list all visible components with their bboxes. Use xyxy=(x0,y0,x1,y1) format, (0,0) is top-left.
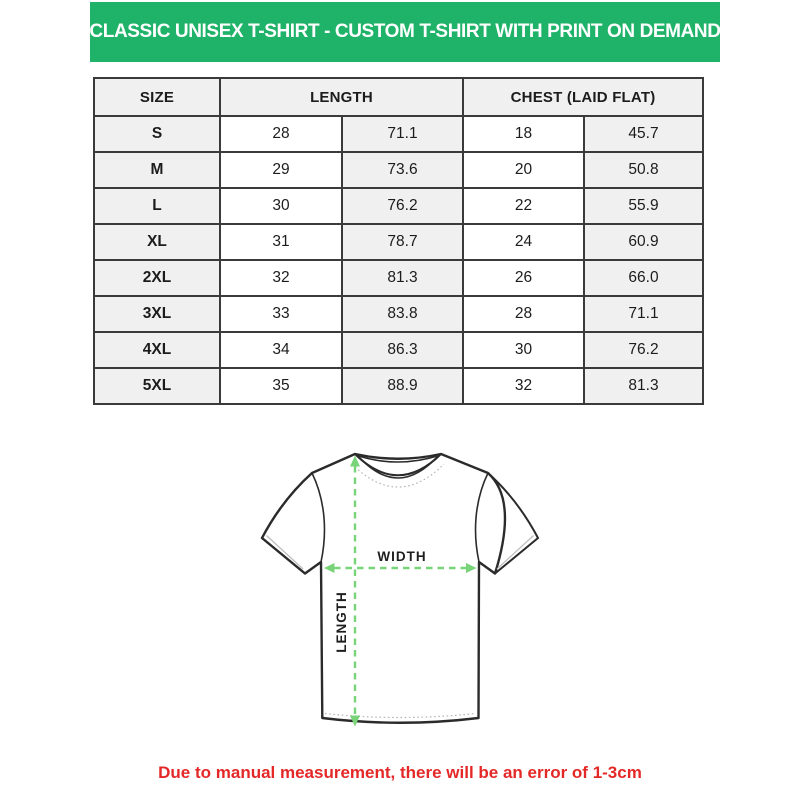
chest-inches-cell: 32 xyxy=(463,368,584,404)
length-cm-cell: 86.3 xyxy=(342,332,463,368)
chest-cm-cell: 76.2 xyxy=(584,332,703,368)
tshirt-diagram xyxy=(230,430,570,760)
chest-inches-cell: 28 xyxy=(463,296,584,332)
chest-cm-cell: 55.9 xyxy=(584,188,703,224)
title-banner xyxy=(90,2,720,62)
size-cell: 5XL xyxy=(94,368,220,404)
chest-inches-cell: 18 xyxy=(463,116,584,152)
table-header-row xyxy=(94,78,703,116)
table-row xyxy=(94,260,703,296)
size-cell: 4XL xyxy=(94,332,220,368)
table-row xyxy=(94,152,703,188)
tshirt-illustration xyxy=(230,430,570,760)
length-cm-cell: 78.7 xyxy=(342,224,463,260)
length-inches-cell: 28 xyxy=(220,116,342,152)
table-row xyxy=(94,296,703,332)
chest-cm-cell: 50.8 xyxy=(584,152,703,188)
size-cell: M xyxy=(94,152,220,188)
length-inches-cell: 33 xyxy=(220,296,342,332)
length-inches-cell: 32 xyxy=(220,260,342,296)
table-row xyxy=(94,116,703,152)
length-inches-cell: 29 xyxy=(220,152,342,188)
length-inches-cell: 30 xyxy=(220,188,342,224)
width-label: WIDTH xyxy=(377,549,427,564)
table-row xyxy=(94,332,703,368)
length-cm-cell: 88.9 xyxy=(342,368,463,404)
size-column-header: SIZE xyxy=(94,78,220,116)
size-table xyxy=(93,77,704,405)
chest-cm-cell: 66.0 xyxy=(584,260,703,296)
table-row xyxy=(94,188,703,224)
length-column-header: LENGTH xyxy=(220,78,463,116)
size-cell: XL xyxy=(94,224,220,260)
chest-inches-cell: 26 xyxy=(463,260,584,296)
chest-cm-cell: 60.9 xyxy=(584,224,703,260)
length-inches-cell: 35 xyxy=(220,368,342,404)
length-inches-cell: 31 xyxy=(220,224,342,260)
length-cm-cell: 71.1 xyxy=(342,116,463,152)
chest-column-header: CHEST (LAID FLAT) xyxy=(463,78,703,116)
size-cell: L xyxy=(94,188,220,224)
table-row xyxy=(94,368,703,404)
length-inches-cell: 34 xyxy=(220,332,342,368)
page-title: CLASSIC UNISEX T-SHIRT - CUSTOM T-SHIRT WITH PRINT ON DEMAND xyxy=(89,21,721,42)
measurement-disclaimer: Due to manual measurement, there will be an error of 1-3cm xyxy=(158,763,642,782)
tshirt-outline xyxy=(262,454,505,723)
chest-cm-cell: 71.1 xyxy=(584,296,703,332)
chest-inches-cell: 30 xyxy=(463,332,584,368)
size-cell: 2XL xyxy=(94,260,220,296)
table-row xyxy=(94,224,703,260)
size-cell: S xyxy=(94,116,220,152)
length-cm-cell: 81.3 xyxy=(342,260,463,296)
length-cm-cell: 83.8 xyxy=(342,296,463,332)
chest-inches-cell: 24 xyxy=(463,224,584,260)
length-label: LENGTH xyxy=(334,591,349,653)
chest-inches-cell: 22 xyxy=(463,188,584,224)
chest-cm-cell: 81.3 xyxy=(584,368,703,404)
size-table-body xyxy=(94,116,703,404)
length-cm-cell: 76.2 xyxy=(342,188,463,224)
size-cell: 3XL xyxy=(94,296,220,332)
chest-cm-cell: 45.7 xyxy=(584,116,703,152)
chest-inches-cell: 20 xyxy=(463,152,584,188)
length-cm-cell: 73.6 xyxy=(342,152,463,188)
